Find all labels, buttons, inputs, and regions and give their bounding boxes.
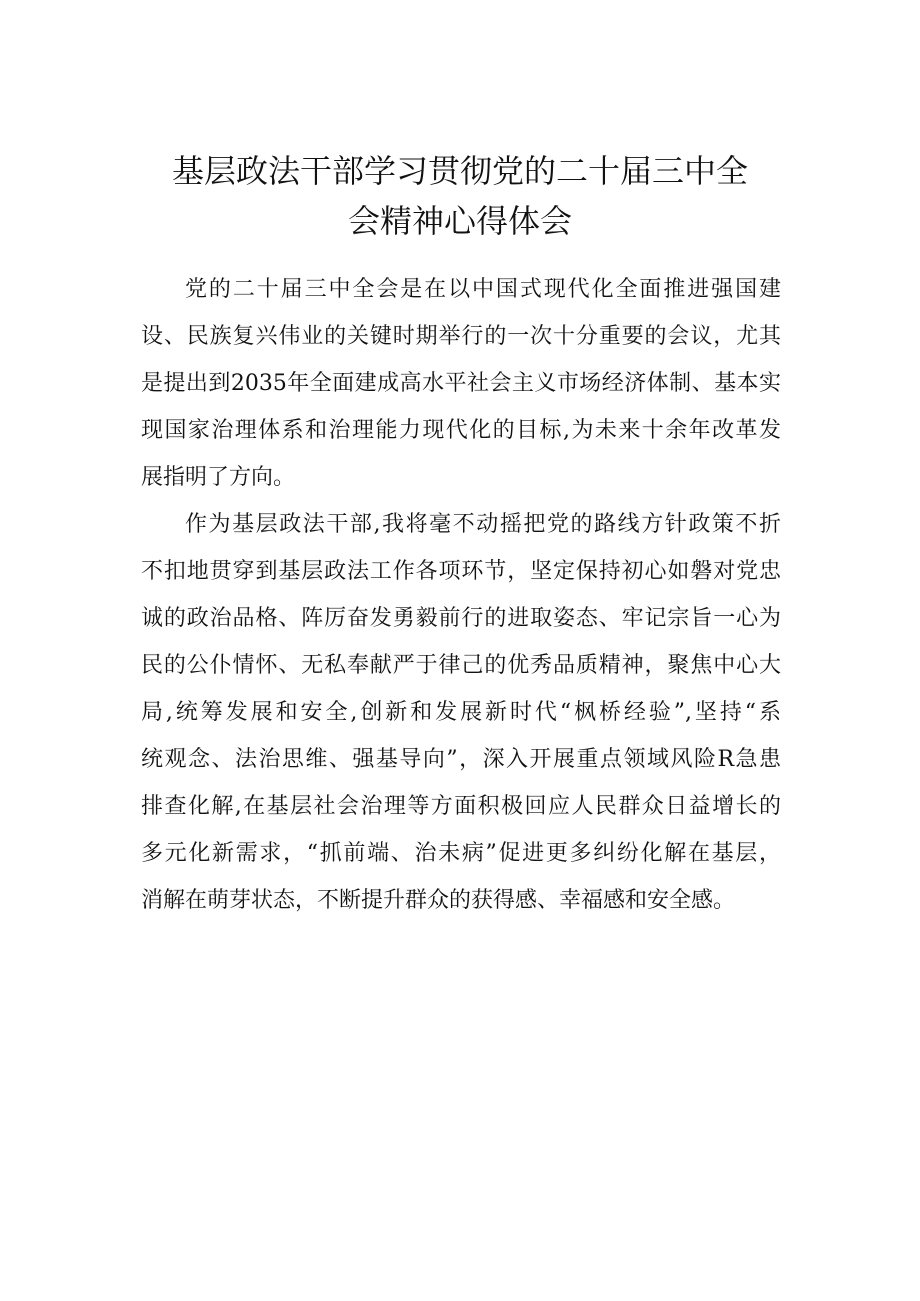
title-line-1: 基层政法干部学习贯彻党的二十届三中全 bbox=[171, 152, 748, 190]
paragraph-2-line-6: 统观念、法治思维、强基导向”，深入开展重点领域风险R急患 bbox=[141, 747, 781, 772]
paragraph-2 bbox=[141, 501, 781, 924]
paragraph-1-line-5: 展指明了方向。 bbox=[141, 465, 296, 490]
paragraph-2-line-8: 多元化新需求，“抓前端、治未病”促进更多纠纷化解在基层， bbox=[141, 841, 781, 866]
paragraph-1-line-4: 现国家治理体系和治理能力现代化的目标,为未来十余年改革发 bbox=[141, 418, 781, 443]
document-title bbox=[140, 146, 780, 246]
paragraph-2-line-9: 消解在萌芽状态，不断提升群众的获得感、幸福感和安全感。 bbox=[141, 888, 736, 913]
paragraph-2-line-1: 作为基层政法干部,我将毫不动摇把党的路线方针政策不折 bbox=[185, 512, 781, 537]
paragraph-1-line-1: 党的二十届三中全会是在以中国式现代化全面推进强国建 bbox=[185, 277, 781, 302]
document-body bbox=[141, 266, 781, 924]
paragraph-2-line-5: 局,统筹发展和安全,创新和发展新时代“枫桥经验”,坚持“系 bbox=[141, 700, 781, 725]
paragraph-1-line-3: 是提出到2035年全面建成高水平社会主义市场经济体制、基本实 bbox=[141, 371, 781, 396]
paragraph-1 bbox=[141, 266, 781, 501]
title-line-2: 会精神心得体会 bbox=[347, 202, 572, 240]
paragraph-2-line-4: 民的公仆情怀、无私奉献严于律己的优秀品质精神，聚焦中心大 bbox=[141, 653, 781, 678]
paragraph-1-line-2: 设、民族复兴伟业的关键时期举行的一次十分重要的会议，尤其 bbox=[141, 324, 781, 349]
paragraph-2-line-7: 排查化解,在基层社会治理等方面积极回应人民群众日益增长的 bbox=[141, 794, 781, 819]
paragraph-2-line-3: 诚的政治品格、阵厉奋发勇毅前行的进取姿态、牢记宗旨一心为 bbox=[141, 606, 781, 631]
paragraph-2-line-2: 不扣地贯穿到基层政法工作各项环节，坚定保持初心如磐对党忠 bbox=[141, 559, 781, 584]
